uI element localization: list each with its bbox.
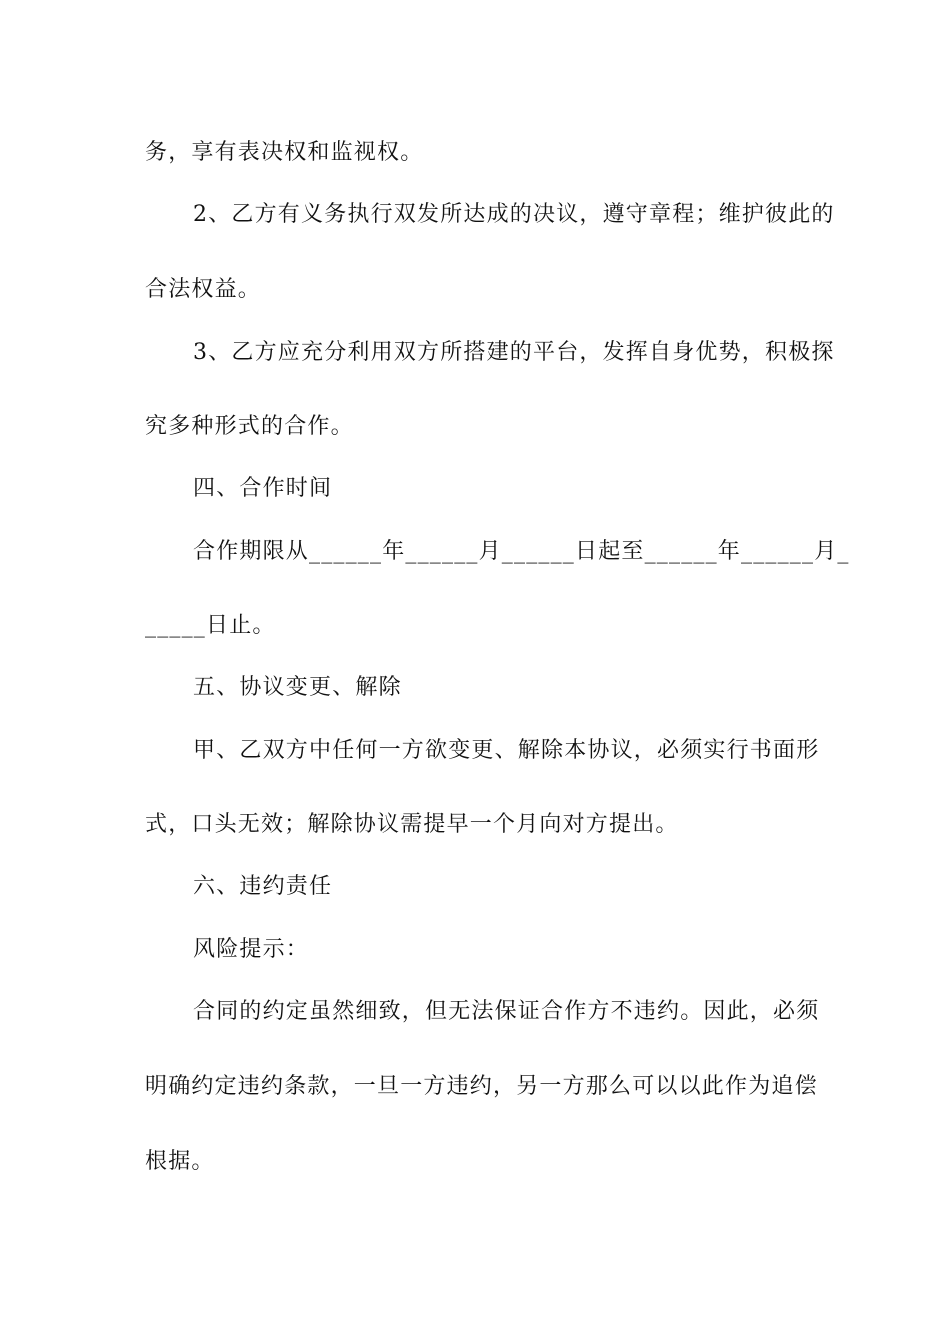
section-heading: 六、违约责任 — [193, 874, 333, 899]
paragraph-line: 根据。 — [145, 1149, 215, 1174]
paragraph-line: 务，享有表决权和监视权。 — [145, 140, 424, 165]
paragraph-line: 2、乙方有义务执行双发所达成的决议，遵守章程；维护彼此的 — [193, 202, 835, 227]
risk-note-label: 风险提示： — [193, 937, 310, 962]
paragraph-line: 合法权益。 — [145, 277, 262, 302]
paragraph-line: 合同的约定虽然细致，但无法保证合作方不违约。因此，必须 — [193, 999, 820, 1024]
paragraph-line: 式，口头无效；解除协议需提早一个月向对方提出。 — [145, 812, 679, 837]
paragraph-line: 3、乙方应充分利用双方所搭建的平台，发挥自身优势，积极探 — [193, 340, 835, 365]
paragraph-line: 合作期限从______年______月______日起至______年______月_ — [193, 539, 850, 564]
paragraph-line: 明确约定违约条款，一旦一方违约，另一方那么可以以此作为追偿 — [145, 1074, 818, 1099]
section-heading: 四、合作时间 — [193, 476, 333, 501]
paragraph-line: 甲、乙双方中任何一方欲变更、解除本协议，必须实行书面形 — [193, 738, 820, 763]
section-heading: 五、协议变更、解除 — [193, 675, 402, 700]
paragraph-line: 究多种形式的合作。 — [145, 414, 354, 439]
paragraph-line: _____日止。 — [145, 613, 276, 638]
